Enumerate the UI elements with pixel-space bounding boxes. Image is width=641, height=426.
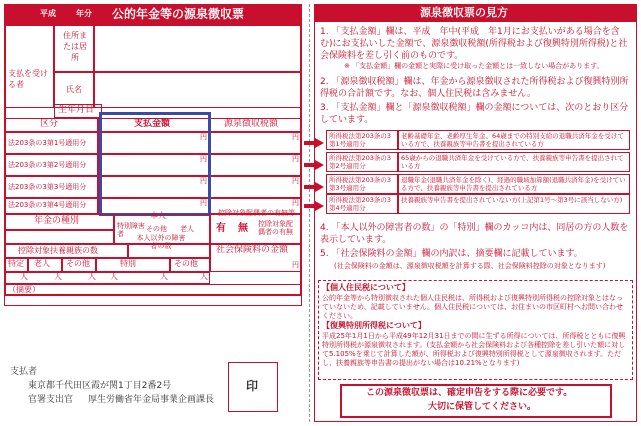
- resident-title: 【個人住民税について】: [322, 283, 410, 292]
- recon-title: 【復興特別所得税について】: [322, 321, 426, 330]
- divider: [309, 4, 310, 422]
- guide-item-3: [320, 102, 632, 126]
- guide-item-1: [320, 26, 632, 62]
- item-text: 「源泉徴収税額」欄は、年金から源泉徴収された所得税および復興特別所得税の合計額です。なお、個人住民税は含みません。: [320, 77, 629, 99]
- amount-unit: 円: [200, 155, 207, 163]
- tax-unit: 円: [292, 199, 299, 207]
- ref-desc: 老齢基礎年金、老齢厚生年金、64歳までの特別支給の退職共済年金を受けている方で、扶養親族等申告書を提出されている方: [398, 130, 630, 150]
- payer-label: 支払者: [10, 367, 38, 377]
- item-number: 5.: [320, 249, 329, 259]
- birth-label: 生年月日: [58, 105, 95, 115]
- resident-text: 公的年金等から特別徴収された個人住民税は、所得税および復興特別所得税の控除対象とはなっていないため、記載していません。個人住民税については、お住まいの市区町村へお問い合わせください。: [322, 294, 623, 320]
- elderly-count-label: 老人: [34, 259, 50, 268]
- spouse-yes[interactable]: 有: [216, 223, 226, 234]
- ref-desc: 扶養親族等申告書を提出されていない方(上記第1号～第3号に該当しない方): [398, 194, 630, 214]
- address-field[interactable]: [94, 24, 302, 72]
- guide-item-4: [320, 222, 632, 246]
- unit-3: 人: [88, 272, 96, 281]
- arrow-icon: [315, 182, 324, 192]
- payer-address: 東京都千代田区霞が関1丁目2番2号: [28, 381, 172, 391]
- ref-law: 所得税法第203条の3第2号適用分: [326, 152, 398, 172]
- item-text: 「本人以外の障害者の数」の「特別」欄のカッコ内は、同居の方の人数を表示しています。: [320, 223, 629, 245]
- item-text: (社会保険料の金額は、源泉徴収税額を計算する際、社会保険料控除の対象となります): [334, 262, 606, 270]
- row-label: 法203条の3第1号適用分: [8, 139, 87, 147]
- category-header-label: 区分: [40, 119, 59, 129]
- amount-header-label: 支払金額: [134, 119, 171, 129]
- guide-item-5-note: [334, 262, 630, 271]
- footer-line-2: 大切に保管してください。: [428, 402, 537, 412]
- item-text: 「支払金額」欄は、平成 年中(平成 年1月にお支払いがある場合を含む)にお支払いした金額で、源泉徴収税額(所得税および復興特別所得税)と社会保険料を差し引く前のものです。: [320, 27, 628, 61]
- disabled-label: 特別障害者: [117, 222, 145, 238]
- guide-note: [344, 62, 632, 71]
- guide-title: 源泉徴収票の見方: [420, 6, 508, 19]
- item-text: 「支払金額」欄と「源泉徴収税額」欄の金額については、次のとおり区分しています。: [320, 103, 629, 125]
- ref-law: 所得税法第203条の3第3号適用分: [326, 174, 398, 194]
- person-label: 本人: [150, 211, 166, 220]
- disabled-count-label: 本人以外の障害者の数: [136, 234, 186, 250]
- unit-2: 人: [54, 272, 62, 281]
- recon-text: 平成25年1月1日から平成49年12月31日までの間に生ずる所得については、所得税とともに復興特別所得税が源泉徴収されます。(支払金額から社会保険料および各種控除を差し引いた額に対して5.105%を乗じて計算した額が、所得税および復興特別所得税として源泉徴収されます。ただし、扶養親族等申告書の提出がない場合は10.21%となります): [322, 332, 626, 367]
- social-insurance-unit: 円: [292, 261, 299, 269]
- amount-highlight: [99, 112, 211, 216]
- item-number: 3.: [320, 103, 329, 113]
- other-label: その他: [146, 225, 167, 233]
- spouse-none[interactable]: 無: [238, 223, 248, 234]
- item-text: 「社会保険料の金額」欄の内訳は、摘要欄に記載しています。: [331, 249, 583, 259]
- pension-type-label: 年金の種別: [34, 216, 80, 226]
- person-counts-row[interactable]: [4, 272, 210, 284]
- unit-5: 人: [160, 272, 168, 281]
- row-label: 法203条の3第2号適用分: [8, 161, 87, 169]
- item-number: 4.: [320, 223, 329, 233]
- item-number: 1.: [320, 27, 329, 37]
- unit-6: 人: [200, 272, 208, 281]
- amount-unit: 円: [200, 199, 207, 207]
- seal-mark: 印: [246, 379, 259, 393]
- spouse-disabled-label: 控除対象配偶者の有無: [258, 220, 293, 236]
- specific-label: 特定: [8, 259, 24, 268]
- address-label: 住所または居所: [63, 31, 87, 62]
- tax-unit: 円: [292, 177, 299, 185]
- tax-header-label: 源泉徴収税額: [224, 119, 279, 129]
- payer-title: 官署支出官: [28, 395, 74, 405]
- arrow-icon: [315, 160, 324, 170]
- row-label: 法203条の3第3号適用分: [8, 183, 87, 191]
- tax-unit: 円: [292, 133, 299, 141]
- arrow-icon: [315, 138, 324, 148]
- ref-desc: 退職年金(退職共済年金を除く)、経過的職域加算額(退職共済年金)を受けている方で、扶養親族等申告書を提出されている方: [398, 174, 630, 194]
- unit-4: 人: [110, 272, 118, 281]
- tax-cell[interactable]: [210, 154, 302, 176]
- payee-cell: [4, 24, 54, 108]
- item-number: 2.: [320, 77, 329, 87]
- social-insurance-label: 社会保険料の金額: [216, 245, 289, 255]
- tax-cell[interactable]: [210, 176, 302, 198]
- remarks-label: （摘要）: [8, 285, 40, 294]
- other-count-label: その他: [66, 259, 90, 268]
- name-field[interactable]: [94, 72, 302, 108]
- payee-label: 支払を受ける者: [8, 69, 48, 89]
- remarks-field[interactable]: [4, 284, 302, 306]
- ref-law: 所得税法第203条の3第1号適用分: [326, 130, 398, 150]
- other2-count-label: その他: [174, 259, 198, 268]
- row-label: 法203条の3第4号適用分: [8, 201, 87, 209]
- year-label: 年分: [76, 9, 92, 18]
- tax-unit: 円: [292, 155, 299, 163]
- note-mark: ※: [344, 62, 350, 70]
- spouse-group-label: 控除対象配偶者の有無等: [218, 209, 295, 217]
- pension-type-field[interactable]: [4, 230, 114, 244]
- ref-law: 所得税法第203条の3第4号適用分: [326, 194, 398, 214]
- era-label: 平成: [40, 9, 56, 18]
- guide-item-5: [320, 248, 632, 260]
- ref-desc: 65歳からの退職共済年金を受けている方で、扶養親族等申告書を提出されている方: [398, 152, 630, 172]
- special-count-label: 特別: [120, 259, 136, 268]
- note-text: 「支払金額」欄の金額と実際に受け取った金額とは一致しない場合があります。: [352, 62, 604, 70]
- amount-unit: 円: [200, 177, 207, 185]
- guide-item-2: [320, 76, 632, 100]
- payer-name: 厚生労働省年金局事業企画課長: [88, 395, 215, 405]
- elderly-label: 老人: [180, 225, 194, 233]
- form-title: 公的年金等の源泉徴収票: [112, 7, 245, 21]
- arrow-icon: [315, 201, 324, 211]
- name-label: 氏名: [66, 85, 82, 94]
- amount-unit: 円: [200, 133, 207, 141]
- tax-cell[interactable]: [210, 132, 302, 154]
- dependents-label: 控除対象扶養親族の数: [18, 246, 98, 255]
- footer-line-1: この源泉徴収票は、確定申告をする際に必要です。: [366, 388, 573, 398]
- unit-1: 人: [20, 272, 28, 281]
